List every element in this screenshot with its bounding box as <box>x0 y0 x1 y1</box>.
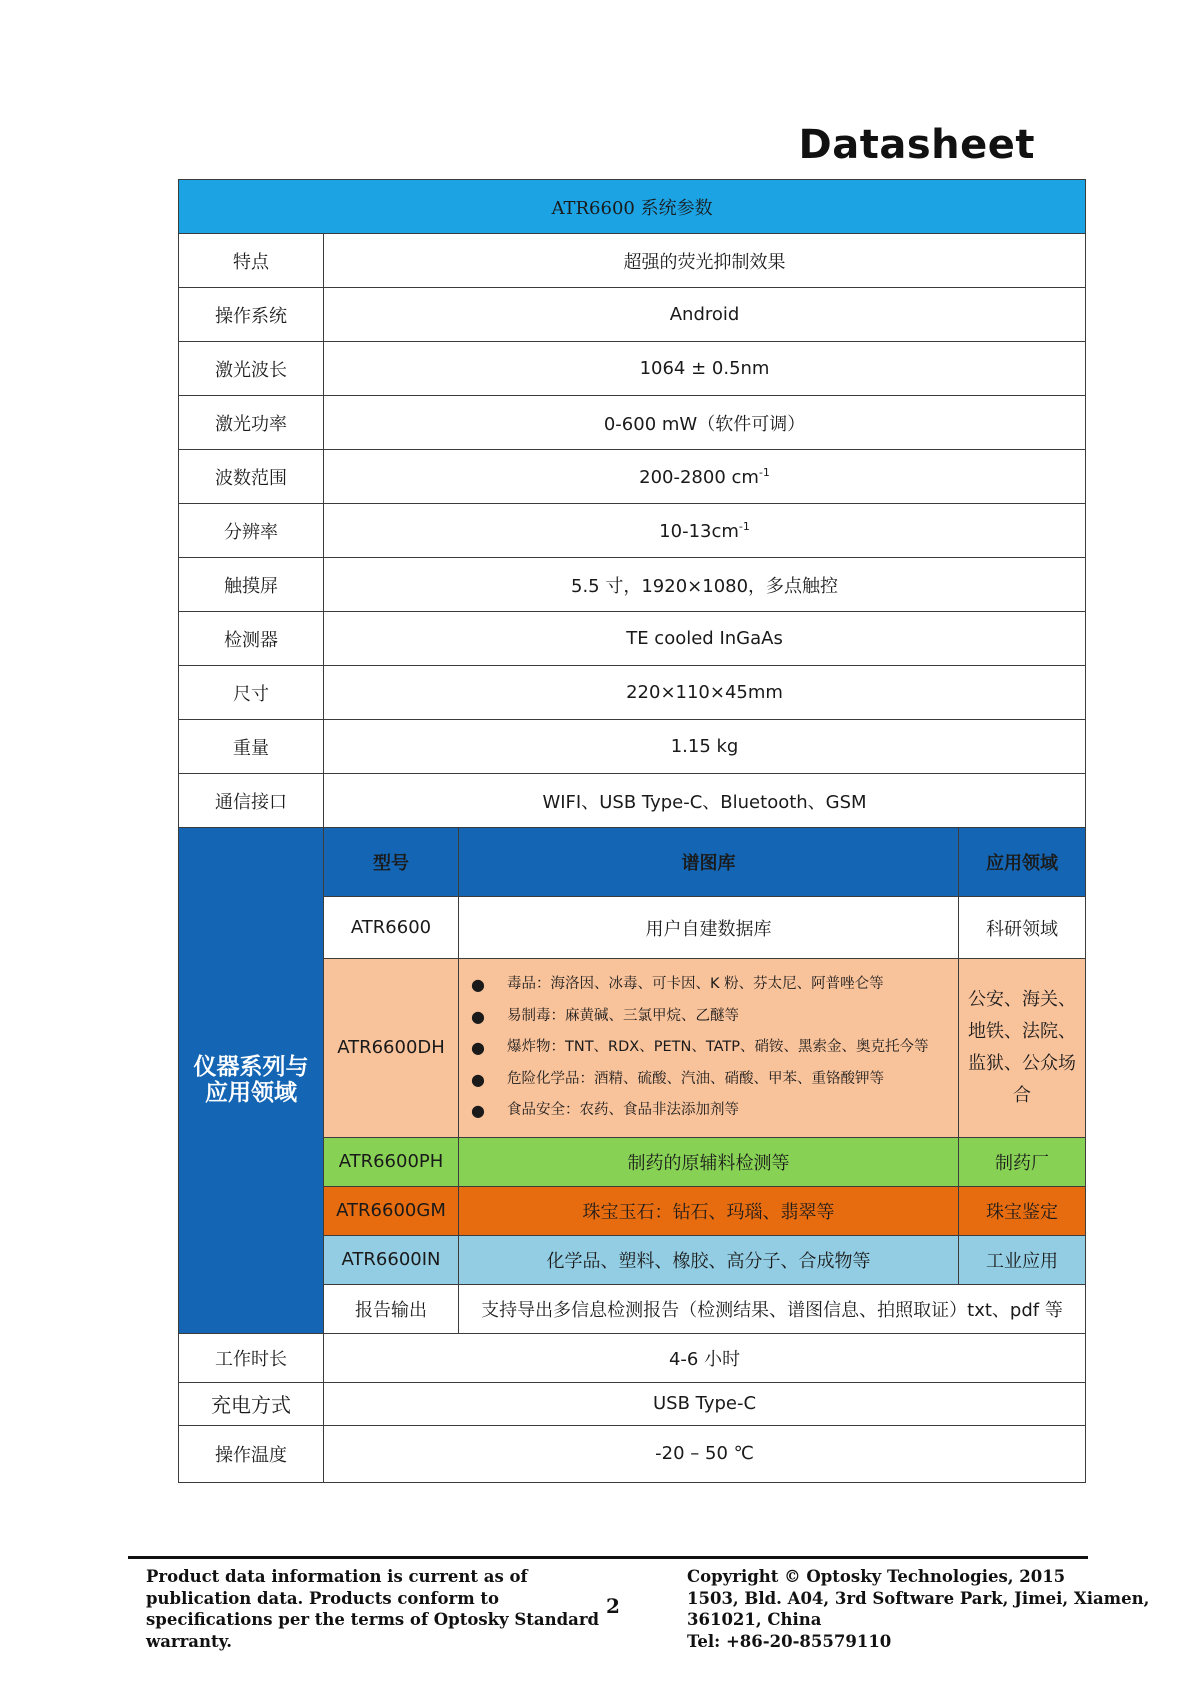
param-label: 重量 <box>179 720 324 774</box>
series-group-label-line: 应用领域 <box>205 1080 297 1107</box>
param-value <box>324 450 1086 504</box>
library-item: ● 食品安全：农药、食品非法添加剂等 <box>471 1095 954 1127</box>
series-field: 珠宝鉴定 <box>959 1186 1086 1235</box>
param-value: 0-600 mW（软件可调） <box>324 396 1086 450</box>
param-row-touchscreen <box>179 558 1086 612</box>
bullet-icon: ● <box>471 1038 485 1057</box>
param-label: 操作温度 <box>179 1425 324 1482</box>
series-header-library: 谱图库 <box>459 828 959 897</box>
param-label: 激光波长 <box>179 342 324 396</box>
param-row-power <box>179 396 1086 450</box>
bullet-icon: ● <box>471 1006 485 1026</box>
param-label: 通信接口 <box>179 774 324 828</box>
table-title: ATR6600 系统参数 <box>179 180 1086 234</box>
series-field: 工业应用 <box>959 1235 1086 1284</box>
param-value-text: 200-2800 cm <box>639 466 759 488</box>
footer-disclaimer: Product data information is current as of publication data. Products conform to specifications per the terms of Optosky Standard warranty. <box>146 1567 600 1651</box>
library-item: ● 毒品：海洛因、冰毒、可卡因、K 粉、芬太尼、阿普唑仑等 <box>471 969 954 1001</box>
series-library <box>459 959 959 1138</box>
param-row-os <box>179 288 1086 342</box>
param-row-interface <box>179 774 1086 828</box>
param-value <box>324 504 1086 558</box>
param-value-sup: -1 <box>758 465 770 479</box>
series-field: 科研领域 <box>959 897 1086 959</box>
series-library: 珠宝玉石：钻石、玛瑙、翡翠等 <box>459 1186 959 1235</box>
param-row-detector <box>179 612 1086 666</box>
param-value: 1064 ± 0.5nm <box>324 342 1086 396</box>
series-header-field: 应用领域 <box>959 828 1086 897</box>
param-value: Android <box>324 288 1086 342</box>
bullet-icon: ● <box>471 975 485 994</box>
param-value-text: 10-13cm <box>659 520 739 542</box>
series-field: 制药厂 <box>959 1137 1086 1186</box>
param-label: 波数范围 <box>179 450 324 504</box>
param-row-temperature <box>179 1425 1086 1482</box>
param-row-wavenumber <box>179 450 1086 504</box>
param-row-charging <box>179 1382 1086 1425</box>
param-value: 超强的荧光抑制效果 <box>324 234 1086 288</box>
param-value: 1.15 kg <box>324 720 1086 774</box>
library-item: ● 危险化学品：酒精、硫酸、汽油、硝酸、甲苯、重铬酸钾等 <box>471 1064 954 1096</box>
param-label: 操作系统 <box>179 288 324 342</box>
param-value: USB Type-C <box>324 1382 1086 1425</box>
series-model: ATR6600IN <box>324 1235 459 1284</box>
param-label: 特点 <box>179 234 324 288</box>
param-label: 检测器 <box>179 612 324 666</box>
library-list <box>459 959 958 1137</box>
series-library: 用户自建数据库 <box>459 897 959 959</box>
param-value: TE cooled InGaAs <box>324 612 1086 666</box>
series-group-label-line: 仪器系列与 <box>193 1054 309 1081</box>
param-value: -20 – 50 ℃ <box>324 1425 1086 1482</box>
param-label: 报告输出 <box>324 1284 459 1333</box>
param-row-resolution <box>179 504 1086 558</box>
param-label: 工作时长 <box>179 1333 324 1382</box>
series-field: 公安、海关、 地铁、法院、 监狱、公众场 合 <box>959 959 1086 1138</box>
param-label: 激光功率 <box>179 396 324 450</box>
bullet-icon: ● <box>471 1069 485 1089</box>
footer-contact: Copyright © Optosky Technologies, 2015 1503, Bld. A04, 3rd Software Park, Jimei, Xiamen, 361021, China Tel: +86-20-85579110 <box>687 1567 1150 1651</box>
bullet-icon: ● <box>471 1101 485 1120</box>
series-header-model: 型号 <box>324 828 459 897</box>
param-row-weight <box>179 720 1086 774</box>
page-number: 2 <box>606 1594 620 1618</box>
param-label: 尺寸 <box>179 666 324 720</box>
series-model: ATR6600PH <box>324 1137 459 1186</box>
param-row-features <box>179 234 1086 288</box>
series-library: 化学品、塑料、橡胶、高分子、合成物等 <box>459 1235 959 1284</box>
series-model: ATR6600GM <box>324 1186 459 1235</box>
param-row-wavelength <box>179 342 1086 396</box>
param-row-size <box>179 666 1086 720</box>
param-value: 5.5 寸，1920×1080，多点触控 <box>324 558 1086 612</box>
param-value: 支持导出多信息检测报告（检测结果、谱图信息、拍照取证）txt、pdf 等 <box>459 1284 1086 1333</box>
param-label: 分辨率 <box>179 504 324 558</box>
param-value: 4-6 小时 <box>324 1333 1086 1382</box>
footer-divider <box>128 1556 1088 1559</box>
library-item: ● 易制毒：麻黄碱、三氯甲烷、乙醚等 <box>471 1001 954 1033</box>
param-value: 220×110×45mm <box>324 666 1086 720</box>
spec-table <box>178 179 1086 1483</box>
param-label: 充电方式 <box>179 1382 324 1425</box>
series-library: 制药的原辅料检测等 <box>459 1137 959 1186</box>
series-header-row <box>179 828 1086 897</box>
series-model: ATR6600DH <box>324 959 459 1138</box>
library-item: ● 爆炸物：TNT、RDX、PETN、TATP、硝铵、黑索金、奥克托今等 <box>471 1032 954 1064</box>
param-row-runtime <box>179 1333 1086 1382</box>
param-label: 触摸屏 <box>179 558 324 612</box>
document-title: Datasheet <box>798 122 1035 168</box>
param-value-sup: -1 <box>738 519 750 533</box>
series-model: ATR6600 <box>324 897 459 959</box>
series-group-label <box>179 828 324 1334</box>
param-value: WIFI、USB Type-C、Bluetooth、GSM <box>324 774 1086 828</box>
